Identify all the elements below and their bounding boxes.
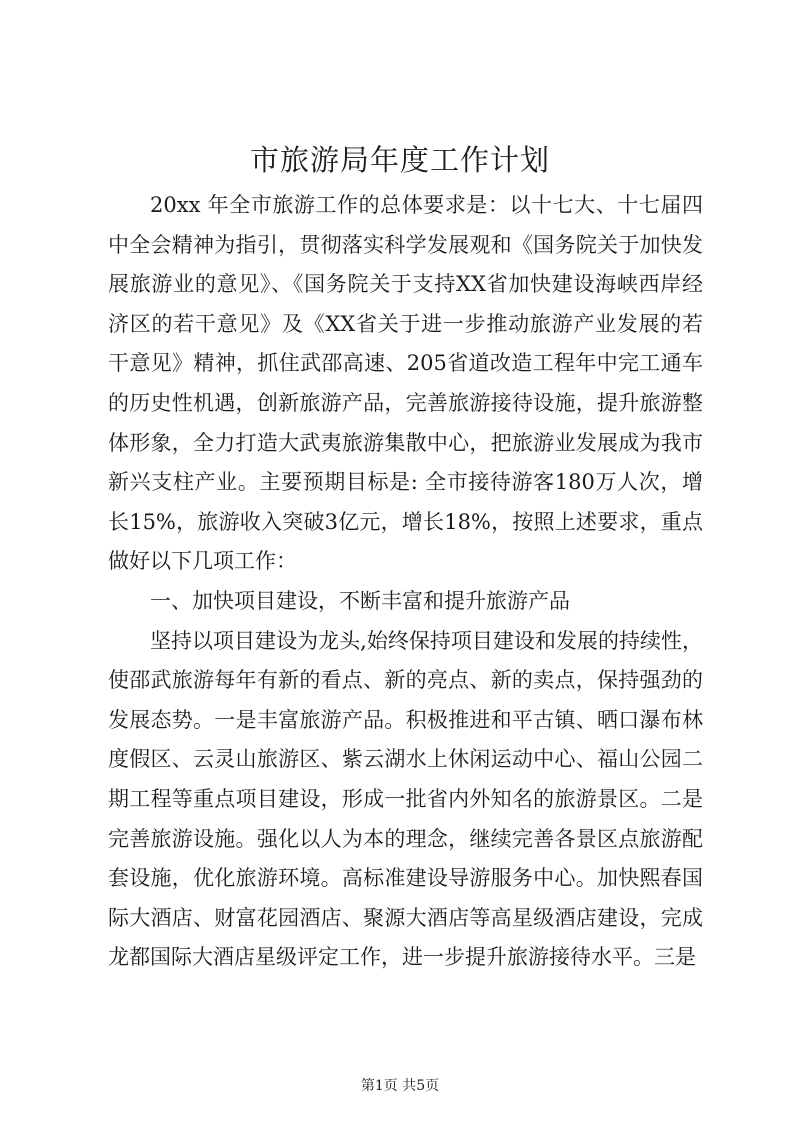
document-title: 市旅游局年度工作计划 xyxy=(249,143,550,177)
paragraph-section-1: 坚持以项目建设为龙头,始终保持项目建设和发展的持续性，使邵武旅游每年有新的看点、新的亮点、新的卖点，保持强劲的发展态势。一是丰富旅游产品。积极推进和平古镇、晒口瀑布林度假区、云灵山旅游区、紫云湖水上休闲运动中心、福山公园二期工程等重点项目建设，形成一批省内外知名的旅游景区。二是完善旅游设施。强化以人为本的理念，继续完善各景区点旅游配套设施，优化旅游环境。高标准建设导游服务中心。加快熙春国际大酒店、财富花园酒店、聚源大酒店等高星级酒店建设，完成龙都国际大酒店星级评定工作，进一步提升旅游接待水平。三是 xyxy=(108,628,703,970)
document-body xyxy=(108,186,703,978)
section-heading-1: 一、加快项目建设，不断丰富和提升旅游产品 xyxy=(150,588,570,613)
page-number: 第1页 共5页 xyxy=(360,1078,440,1094)
paragraph-intro: 20xx 年全市旅游工作的总体要求是：以十七大、十七届四中全会精神为指引，贯彻落实科学发展观和《国务院关于加快发展旅游业的意见》、《国务院关于支持XX省加快建设海峡西岸经济区的若干意见》及《XX省关于进一步推动旅游产业发展的若干意见》精神，抓住武邵高速、205省道改造工程年中完工通车的历史性机遇，创新旅游产品，完善旅游接待设施，提升旅游整体形象，全力打造大武夷旅游集散中心，把旅游业发展成为我市新兴支柱产业。主要预期目标是: 全市接待游客180万人次，增长15%，旅游收入突破3亿元，增长18%，按照上述要求，重点做好以下几项工作： xyxy=(108,193,703,574)
